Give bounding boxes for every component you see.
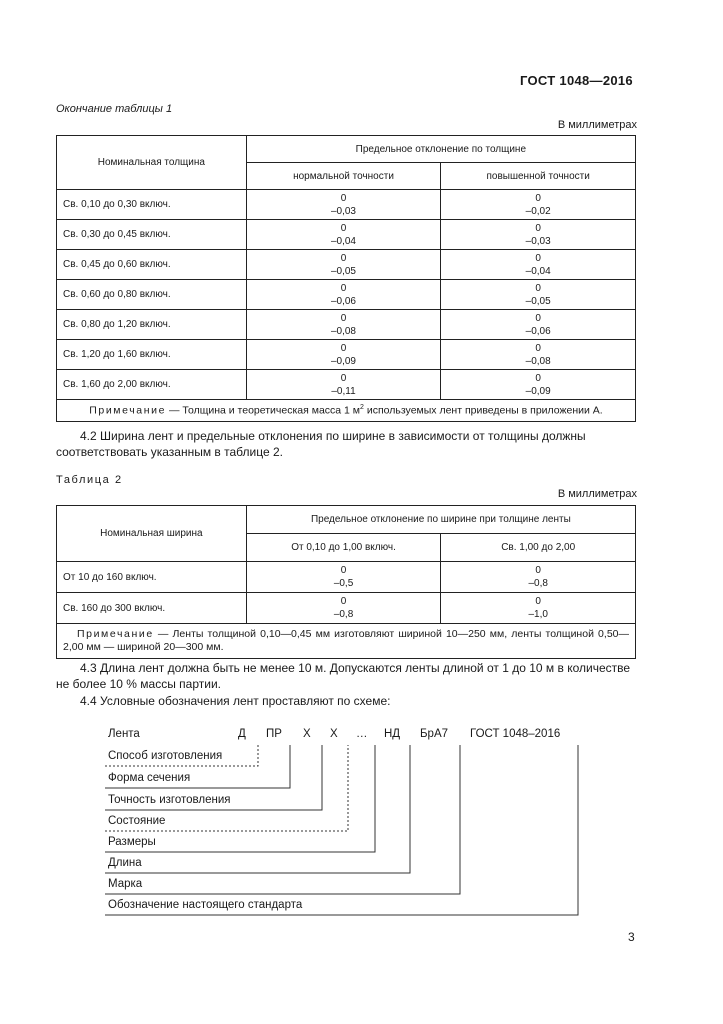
row-range: Св. 0,60 до 0,80 включ. [57,280,247,310]
value-lower: –0,03 [330,205,356,217]
row-range: От 10 до 160 включ. [57,562,247,593]
row-range: Св. 0,30 до 0,45 включ. [57,220,247,250]
value-upper: 0 [535,372,541,384]
table1-header-high: повышенной точности [441,163,636,190]
scheme-token-grade: БрА7 [420,728,449,740]
value-upper: 0 [535,596,541,607]
scheme-label-state: Состояние [108,815,166,827]
paragraph-4-2: 4.2 Ширина лент и предельные отклонения по ширине в зависимости от толщины должны соответствовать указанным в таблице 2. [56,429,586,459]
value-lower: –0,09 [525,385,551,397]
value-lower: –0,8 [333,609,354,620]
table2-header-nominal: Номинальная ширина [57,506,247,562]
connector-sizes [105,745,375,852]
value-lower: –0,03 [525,235,551,247]
value-upper: 0 [340,192,347,204]
connector-length [105,745,410,873]
value-upper: 0 [535,312,541,324]
table1-header-group: Предельное отклонение по толщине [246,136,635,163]
table1-caption: Окончание таблицы 1 [56,103,173,115]
scheme-token-tape: Лента [108,728,140,740]
row-range: Св. 0,80 до 1,20 включ. [57,310,247,340]
connector-method [105,745,258,766]
connector-standard [105,745,578,915]
table1-unit: В миллиметрах [557,119,637,131]
value-lower: –0,06 [525,325,551,337]
scheme-token-standard: ГОСТ 1048–2016 [470,728,561,740]
scheme-label-length: Длина [108,857,142,869]
row-range: Св. 1,20 до 1,60 включ. [57,340,247,370]
paragraph-4-4: 4.4 Условные обозначения лент проставляют по схеме: [80,694,391,708]
value-lower: –0,08 [525,355,551,367]
table2-caption: Таблица 2 [56,474,123,486]
value-upper: 0 [535,222,541,234]
value-upper: 0 [340,596,347,607]
scheme-label-section: Форма сечения [108,772,191,784]
row-range: Св. 0,10 до 0,30 включ. [57,190,247,220]
value-lower: –0,5 [333,578,354,589]
scheme-label-standard: Обозначение настоящего стандарта [108,899,303,911]
note-label: Примечание [89,404,167,417]
value-lower: –0,08 [330,325,356,337]
value-upper: 0 [535,252,541,264]
table2-unit: В миллиметрах [557,488,637,500]
row-range: Св. 0,45 до 0,60 включ. [57,250,247,280]
value-upper: 0 [340,342,347,354]
note-label: Примечание [77,628,154,640]
table1-header-nominal: Номинальная толщина [57,136,247,190]
note-text-a: — Толщина и теоретическая масса 1 м [166,404,361,417]
table1-header-normal: нормальной точности [246,163,441,190]
scheme-label-accuracy: Точность изготовления [108,794,231,806]
value-lower: –0,05 [330,265,356,277]
scheme-token-accuracy: Х [303,728,311,740]
value-upper: 0 [535,282,541,294]
value-upper: 0 [535,192,541,204]
value-lower: –1,0 [528,609,548,620]
value-upper: 0 [535,342,541,354]
row-range: Св. 160 до 300 включ. [57,593,247,624]
value-upper: 0 [340,312,347,324]
value-lower: –0,04 [525,265,551,277]
value-lower: –0,04 [330,235,356,247]
scheme-token-state: Х [330,728,338,740]
scheme-label-method: Способ изготовления [108,750,223,762]
connector-grade [105,745,460,894]
scheme-token-sizes: … [356,728,368,740]
page-number: 3 [628,930,635,944]
value-upper: 0 [340,222,347,234]
value-lower: –0,8 [528,578,548,589]
value-lower: –0,06 [330,295,356,307]
standard-header: ГОСТ 1048—2016 [520,73,633,88]
value-upper: 0 [340,565,347,576]
table2-header-a: От 0,10 до 1,00 включ. [246,534,441,562]
scheme-label-grade: Марка [108,878,143,890]
note-text: — Ленты толщиной 0,10—0,45 мм изготовляют шириной 10—250 мм, ленты толщиной 0,50—2,00 мм — шириной 20—300 мм. [63,628,629,653]
scheme-token-method: Д [238,728,246,740]
scheme-token-section: ПР [266,728,282,740]
value-lower: –0,11 [331,385,356,397]
value-upper: 0 [340,372,347,384]
scheme-label-sizes: Размеры [108,836,156,848]
table2-header-b: Св. 1,00 до 2,00 [441,534,636,562]
note-text-b: используемых лент приведены в приложении А. [363,404,603,417]
value-lower: –0,05 [525,295,551,307]
value-upper: 0 [535,565,541,576]
value-upper: 0 [340,282,347,294]
note-superscript: 2 [360,404,364,411]
value-upper: 0 [340,252,347,264]
value-lower: –0,02 [525,205,551,217]
table2-header-group: Предельное отклонение по ширине при толщине ленты [246,506,635,534]
value-lower: –0,09 [330,355,356,367]
scheme-token-length: НД [384,728,401,740]
connector-accuracy [105,745,322,810]
paragraph-4-3: 4.3 Длина лент должна быть не менее 10 м. Допускаются ленты длиной от 1 до 10 м в количестве не более 10 % массы партии. [56,661,631,691]
row-range: Св. 1,60 до 2,00 включ. [57,370,247,400]
